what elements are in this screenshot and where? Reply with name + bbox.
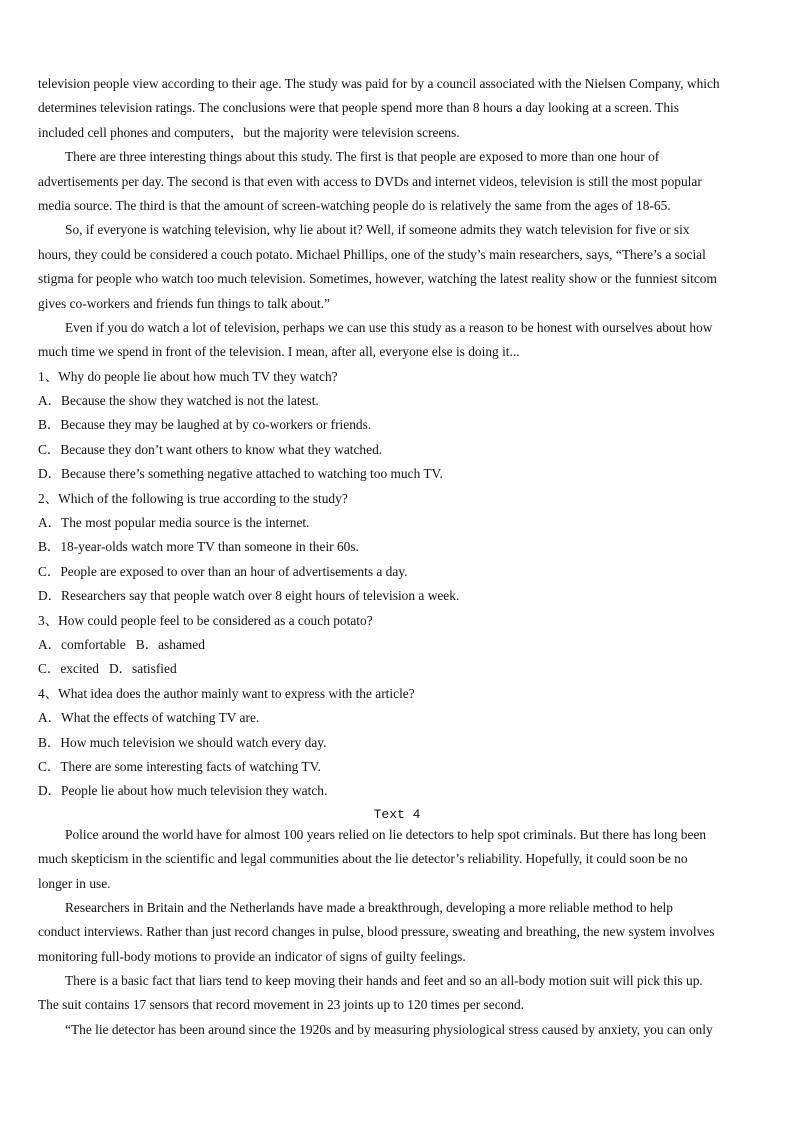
answer-option: C．excited xyxy=(38,661,99,677)
answer-option: D．People lie about how much television they watch. xyxy=(38,783,328,799)
question-stem: 2、Which of the following is true according to the study? xyxy=(38,490,348,506)
answer-option: D．Researchers say that people watch over 8 eight hours of television a week. xyxy=(38,588,460,604)
answer-option: D．satisfied xyxy=(108,661,177,677)
passage-line: included cell phones and computers，but the majority were television screens. xyxy=(38,124,460,140)
answer-option: D．Because there’s something negative attached to watching too much TV. xyxy=(38,466,443,482)
question-1 xyxy=(38,365,756,487)
passage-line: television people view according to their age. The study was paid for by a council associated with the Nielsen Company, which xyxy=(38,76,720,91)
passage-line: Even if you do watch a lot of television, perhaps we can use this study as a reason to be honest with ourselves about how xyxy=(65,319,713,335)
answer-option: B．ashamed xyxy=(135,636,205,652)
passage-line: Police around the world have for almost 100 years relied on lie detectors to help spot criminals. But there has long been xyxy=(65,826,707,842)
section-heading: Text 4 xyxy=(373,806,421,822)
answer-option-row xyxy=(38,657,756,681)
answer-option-row xyxy=(38,633,756,657)
passage-line: There are three interesting things about this study. The first is that people are exposed to more than one hour of xyxy=(65,149,660,165)
answer-option: B．18-year-olds watch more TV than someone in their 60s. xyxy=(38,539,359,555)
answer-option: C．Because they don’t want others to know what they watched. xyxy=(38,441,383,457)
passage-line: “The lie detector has been around since the 1920s and by measuring physiological stress caused by anxiety, you can only xyxy=(65,1021,713,1037)
passage-line: So, if everyone is watching television, why lie about it? Well, if someone admits they watch television for five or six xyxy=(65,222,690,238)
passage-line: much skepticism in the scientific and legal communities about the lie detector’s reliability. Hopefully, it could soon be no xyxy=(38,851,688,867)
answer-option: C．People are exposed to over than an hour of advertisements a day. xyxy=(38,563,408,579)
passage-line: hours, they could be considered a couch potato. Michael Phillips, one of the study’s main researchers, says, “There’s a social xyxy=(38,246,706,262)
passage-line: advertisements per day. The second is that even with access to DVDs and internet videos, television is still the most popular xyxy=(38,173,702,189)
passage-line: media source. The third is that the amount of screen-watching people do is relatively the same from the ages of 18-65. xyxy=(38,197,671,213)
question-3 xyxy=(38,609,756,682)
passage-line: Researchers in Britain and the Netherlands have made a breakthrough, developing a more reliable method to help xyxy=(65,899,673,915)
question-list xyxy=(38,365,756,804)
answer-option: C．There are some interesting facts of watching TV. xyxy=(38,758,321,774)
question-stem: 4、What idea does the author mainly want to express with the article? xyxy=(38,685,415,701)
question-4 xyxy=(38,682,756,804)
passage-line: gives co-workers and friends fun things to talk about.” xyxy=(38,295,330,311)
document-page xyxy=(38,72,756,1042)
passage-line: stigma for people who watch too much television. Sometimes, however, watching the latest reality show or the funniest sitcom xyxy=(38,271,717,287)
passage-line: conduct interviews. Rather than just record changes in pulse, blood pressure, sweating and breathing, the new system involves xyxy=(38,924,715,940)
passage-line: much time we spend in front of the television. I mean, after all, everyone else is doing it... xyxy=(38,344,520,360)
answer-option: A．Because the show they watched is not the latest. xyxy=(38,393,319,409)
text-4 xyxy=(38,807,756,1043)
passage-line: longer in use. xyxy=(38,875,111,891)
passage-3 xyxy=(38,72,756,365)
passage-line: The suit contains 17 sensors that record movement in 23 joints up to 120 times per second. xyxy=(38,997,525,1013)
question-stem: 1、Why do people lie about how much TV they watch? xyxy=(38,368,338,384)
answer-option: A．The most popular media source is the internet. xyxy=(38,515,310,531)
passage-line: determines television ratings. The conclusions were that people spend more than 8 hours a day looking at a screen. This xyxy=(38,100,679,116)
answer-option: A．comfortable xyxy=(38,636,126,652)
answer-option: B．Because they may be laughed at by co-workers or friends. xyxy=(38,417,372,433)
answer-option: B．How much television we should watch every day. xyxy=(38,734,327,750)
answer-option: A．What the effects of watching TV are. xyxy=(38,710,260,726)
passage-line: There is a basic fact that liars tend to keep moving their hands and feet and so an all-body motion suit will pick this up. xyxy=(65,973,703,989)
question-2 xyxy=(38,487,756,609)
question-stem: 3、How could people feel to be considered as a couch potato? xyxy=(38,612,373,628)
passage-line: monitoring full-body motions to provide an indicator of signs of guilty feelings. xyxy=(38,948,466,964)
